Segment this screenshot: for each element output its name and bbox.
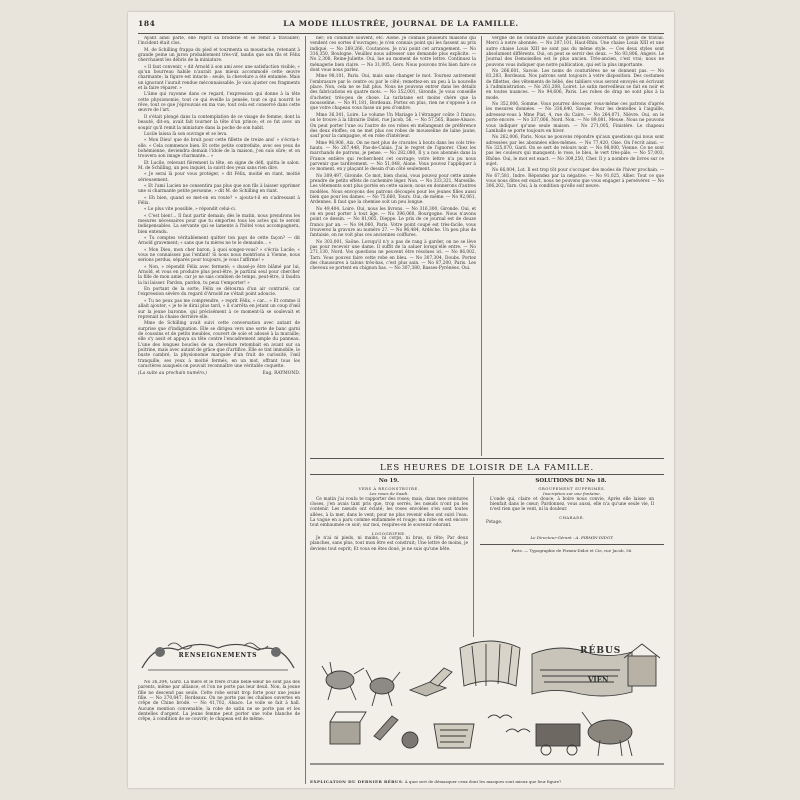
story-paragraph: « Tu comptes véritablement quitter ton pays de cette façon? — dit Arnold gravement; « sans que tu mères ne te le demande... » [138, 236, 300, 247]
solutions-column [480, 486, 664, 636]
to-be-continued: (La suite au prochain numéro.) [138, 371, 208, 377]
rebus-title: RÉBUS [580, 646, 622, 656]
journal-page [128, 12, 674, 788]
answers-paragraph: Mme 96,906, Aix. On ne met plus de cravates à bouts dans les cols très-hauts. — No 267,448, Pas-de-Calais. J'ai le regret de l'ignorer. Chez les marchands de patrons, je pense. — No 282,080, Il y a nos abonnés dans la France entière qui recherchent cet ouvrage; votre lettre n'a pu nous parvenir que tardivement. — No 51,048, Alone. Vous pouvez l'appliquer à ce moment, en y plaçant le dessin d'un côté seulement. [310, 140, 476, 173]
story-paragraph: M. de Schilling frappa du pied et tourmenta sa moustache, retenant à grande peine un juron probablement très-vif, tandis que son fils et Félix cherchaient les débris de la miniature. [138, 47, 300, 64]
page-header [138, 18, 664, 32]
renseignements-text [138, 680, 300, 723]
answers-paragraph: No 66,004, Lot. Il est trop tôt pour s'occuper des modes de l'hiver prochain. — No 67,581, Indre. Répondez par la négative. — No 91,025, Allier. Tout ce que vous nous dites est exact, nous ne pouvons que vous engager à persévérer. — No 306,202, Tarn. Oui, à la condition qu'elle soit neuve. [486, 168, 664, 190]
story-paragraph: En portant de la sorte, Félix se détourna d'un air contrarié, car l'expression sévère du regard d'Arnold ne s'était point adoucie. [138, 287, 300, 298]
rebus-illustration [310, 640, 664, 778]
column-rule-3 [473, 477, 474, 637]
loisir-attribution: Les roses de Saadi. [369, 491, 409, 497]
answers-column-2 [310, 36, 476, 454]
story-paragraph: « Mon Dieu, mon cher baron, à quoi songez-vous? » s'écria Lucile; « vous ne connaissez pas l'enfant! Si nous nous montrions à Vienne, nous serions perdus, séparés pour toujours, je vous l'affirme! » [138, 247, 300, 264]
column-rule-1 [305, 36, 306, 784]
loisir-rule-top [310, 458, 664, 459]
story-paragraph: Il s'était plongé dans la contemplation de ce visage de femme, dont la beauté, dit-on, avait fait tourner la tête d'un prince; et ce fut avec un soupir qu'il remit la miniature dans la poche de son habit. [138, 114, 300, 131]
printer-line: Paris. — Typographie de Firmin-Didot et Cie, rue Jacob, 56. [511, 547, 633, 553]
story-signature [138, 371, 300, 376]
story-paragraph: « Il faut convenir, » dit Arnold à son ami avec une satisfaction visible, « qu'un bourreau habile n'aurait pas mieux accommodé cette œuvre charmante; la figure est intacte : seule, la chevelure a été entamée. Mais un ignorant l'aurait rendue méconnaissable. Je vais ajuster ces fragments et la faire réparer. » [138, 64, 300, 92]
page-number: 184 [138, 19, 156, 28]
renseignements-column [138, 680, 300, 784]
story-paragraph: « Eh bien, quand se met-on en route? » ajouta-t-il en s'adressant à Félix. [138, 195, 300, 206]
story-paragraph: « Mon Dieu! que de bruit pour cette fillette de treize ans! » s'écria-t-elle. « Cela commence bien. Et cette petite contrefaite, avec ses yeux de bohémienne, deviendra demain l'idole de la maison, j'en suis sûre; et on trouvera son image charmante... » [138, 138, 300, 160]
rebus-caption-text: : À quoi sert de démasquer ceux dont les masques sont mieux que leur figure? [402, 779, 562, 784]
solutions-subtitle: GROUPEMENT SUPPRIMÉS. [538, 486, 606, 491]
answers-paragraph: vergne de ne connaître aucune publication concernant ce genre de travail. Merci à notre abonnée. — No 207,101, Haut-Rhin. Une chaise Louis XIII et une autre chaise Louis XIII ne sont pas du même style. — Ces deux styles sont absolument différents. Oui, on peut se servir des deux. — No 93,806, Angers. Le Journal des Demoiselles est le plus ancien. Très-ancien, c'est vrai; nous ne pouvons vous indiquer que notre publication, qui est la plus importante. [486, 36, 664, 68]
story-paragraph: L'âme qui rayonne dans ce regard, l'expression qui donne à la tête cette physionomie, tout ce qui éveille la pensée, tout ce qui nourrit le rêve, tout ce que j'éprouvais en ma vue, tout cela est conservé dans cette œuvre de l'art. [138, 92, 300, 114]
story-paragraph: « Non, » répondit Félix avec fermeté; « dussé-je être blâmé par lui, Arnold, et vous en produire plus peut-être, je partirai seul pour chercher la fille de mon amie, car je ne sais combien de temps, peut-être, il faudra la lui laisser. Pardon, pardon, tu peux t'emporter! » [138, 264, 300, 286]
rebus-explanation [310, 779, 664, 784]
loisir-body: Ce matin j'ai voulu te rapporter des roses; mais, dans mes ceintures closes, j'en avais tant pris que, trop serrés, les nœuds n'ont pu les contenir. Les nœuds ont éclaté; les roses envolées s'en sont toutes allées, à la mer, dans le vent; pour ne plus revenir elles ont suivi l'eau. La vague en a paru comme enflammée et rouge; ma robe en est encore tout embaumée ce soir; sur moi, respires-en le souvenir odorant. [310, 496, 468, 529]
story-paragraph: « Je serai là pour vous protéger, » dit Félix, moitié en riant, moitié sérieusement. [138, 172, 300, 183]
answers-paragraph: No 309,497, Gironde. Ce mot, bien choisi, vous pouvez pour cette année prendre de petits effets de cachemire léger. Non. — No 333,321, Marseille. Les vêtements sont plus portés en cette saison; nous en donnerons d'autres modèles. Nous envoyons des patrons découpés pour les jeunes filles aussi bien que pour les dames. — No 75,660, Tours. Oui, de même. — No 92,061, Ardennes. Il faut que la chemise soit un peu longue. [310, 173, 476, 206]
answers-paragraph: No 303,001, Saône. Lorsqu'il n'y a pas de rang à garder, on ne se lève pas pour recevoir une dame. Il suffit de la saluer lorsqu'elle entre. — No 271,130, Nord. Vos questions ne peuvent être résolues ici. — No 86,002, Tarn. Vous pouvez faire cette robe en bleu. — No 307,304, Doubs. Portez des chaussures à talons très-bas, c'est plus sain. — No 87,200, Paris. Les cheveux se portent en chignon bas. — No 307,380, Basses-Pyrénées. Oui. [310, 239, 476, 272]
answers-paragraph: Mme 36,341, Loire. Le volume Un Mariage à l'étranger coûte 3 francs; on le trouve à la librairie Didot, rue Jacob, 56. — No 57,565, Basse-Alsace. On peut porter l'une ou l'autre de ces robes en mélangeant de préférence des deux étoffes; on ne met plus ces robes de mousseline de laine jaune, sauf pour la campagne, et en robe d'intérieur. [310, 112, 476, 140]
loisir-number: No 19. [378, 478, 400, 484]
renseignements-paragraph: No 36,304, Gard. La mère et le frère d'une belle-sœur ne sont pas des parents, même par alliance, et l'on ne porte pas leur deuil. Non, la jeune fille ne descend pas seule. Cette robe serait trop forte pour une jeune fille. — No 270,847, Bordeaux. On ne porte pas les chaînes ouvertes en crêpe de Chine brodé. — No 41,702, Alsace. Le voile se fait à hall. Aucune mention convenable; la robe de satin ne se porte pas et les dentelles d'argent. La jeune femme peut porter une robe blanche de crêpe, à condition de se couvrir; le chapeau est de même. [138, 680, 300, 723]
header-rule [138, 33, 664, 34]
story-paragraph: « C'est bien!... Il faut partir demain; dès le matin, nous prendrons les mesures nécessaires pour que tu emportes tous les actes qui te seront indispensables. La servante qui se lamente à l'hôtel vous accompagnera, bien entendu. [138, 213, 300, 235]
rebus-word: VIEN [588, 675, 609, 684]
answers-paragraph: No 262,006, Paris. Nous ne pouvons répondre qu'aux questions qui nous sont adressées par les abonnées elles-mêmes. — No 77,420, Oise. On l'écrit ainsi. — No 325,070, Gard. On se sert de velours noir. — No 98,000, Vienne. Ce ne sont pas les couleurs qui manquent; le rose, le bleu, le vert très-pâle. — No 57,003, Rhône. Oui, le mot est exact. — No 309,250, Cher. Il y a nombre de livres sur ce sujet. [486, 135, 664, 167]
column-rule-2 [481, 36, 482, 456]
answers-paragraph: No 352,006, Somme. Vous pourrez découper vous-même ces patrons d'après les mesures données. — No 336,640, Savoie. Pour les dentelles à l'aiguille, adressez-vous à Mme Piat, 4, rue du Caire. — No 264,071, Nièvre. Oui, on le porte encore. — No 337,006, Nord. Non. — No 89,081, Meuse. Nous ne pouvons vous indiquer qu'une seule maison. — No 271,005, Finistère. Le chapeau Lamballe se porte toujours en hiver. [486, 102, 664, 134]
director-signature: Le Directeur-Gérant : A. FIRMIN-DIDOT. [530, 535, 614, 541]
answers-text-2 [310, 36, 476, 272]
story-author: Eug. RAYMOND. [262, 371, 300, 377]
journal-title: LA MODE ILLUSTRÉE, JOURNAL DE LA FAMILLE. [283, 19, 519, 28]
solutions-verse: L'onde qui, claire et douce, à boire nous convie, Après elle laisse un bienfait dans le cœur; Pardonnez, vous aussi, elle n'a qu'une seule vie, Il n'est rien que le vent, ni la douleur. [490, 496, 654, 513]
renseignements-header [138, 638, 298, 676]
loisir-title: LES HEURES DE LOISIR DE LA FAMILLE. [379, 463, 595, 473]
answers-paragraph: Mme 98,101, Paris. Oui, mais sans changer le mot. Tournez autrement l'embrasure par le centre ou par le côté; remettez-en un peu à la nouvelle place. Non, cela ne se fait plus. Nous ne pouvons entrer dans les détails des fabrications en quatre mots. — No 352,001, Gironde. Je vous conseille d'acheter, très-peu de chose. La tarlatane est moins chère que la mousseline. — No 91,181, Bordeaux. Portez en plus, rien ne s'oppose à ce que votre chapeau vous fasse un peu d'ombre. [310, 74, 476, 112]
charade-label: CHARADE. [559, 514, 585, 520]
story-column [138, 36, 300, 632]
story-paragraph: « Et l'ami Lucien ne consentira pas plus que son fils à laisser opprimer une si charmante petite personne, » dit M. de Schilling en riant. [138, 183, 300, 195]
story-paragraph: Ayant ainsi parlé, elle reprit sa broderie et se remit à travailler; l'incident était clos. [138, 36, 300, 47]
solutions-note: Inscription sur une fontaine. [543, 491, 601, 497]
charade-answer: Potage. [486, 520, 503, 526]
loisir-subtitle: VERS À RECONSTRUIRE. [358, 486, 420, 491]
logogriphe-label: LOGOGRIPHE. [371, 530, 407, 536]
answers-paragraph: ner; on conduire souvent, etc. Alone. Je connais plusieurs maisons qui vendent ces sortes d'ouvrages; je n'en connais point qui les fassent au prix indiqué. — No 269,266, Coutances. Je n'ai point cet arrangement. — No 316,350, Boulogne. Veuillez nous adresser une demande plus explicite. — No 2,308, Reine-Juliette. Oui, lue au moment de votre lettre. Continuez la ménagerie bien claire. — No 31,005, Gers. Nous pouvons très bien faire ce dont vous nous parlez. [310, 36, 476, 74]
answers-paragraph: No 49,404, Loire. Oui, nous les livrons. — No 316,300, Gironde. Oui, et on en peut porter à tout âge. — No 396,060, Bourgogne. Nous n'avons point ce dessin. — No 81,065, Dieppe. Le prix de ce journal est de douze francs par an. — No 84,060, Paris. Votre point coupé est très-facile, vous trouverez la gravure au numéro 27. — No 96,484, Ardèche. Un peu plus de fantaisie, on ne voit plus ces anciennes coiffures. [310, 206, 476, 239]
loisir-column [310, 486, 468, 632]
story-paragraph: Et Lucile, relevant fièrement la tête, en signe de défi, quitta le salon. M. de Schilling, un peu inquiet, la suivit des yeux sans rien dire. [138, 160, 300, 171]
rebus-caption-label: EXPLICATION DU DERNIER RÉBUS [310, 779, 403, 784]
renseignements-title: RENSEIGNEMENTS [178, 652, 258, 659]
story-paragraph: « Tu ne peux pas me comprendre, » reprit Félix, « car... » Et comme il allait ajouter, « je te le dirai plus tard, » il s'arrêta en jetant un coup d'œil sur la jeune baronne, qui précisément à ce moment-là se soulevait et reprenait la chaise derrière elle. [138, 298, 300, 320]
solutions-title: SOLUTIONS DU No 18. [535, 478, 607, 484]
logogriphe-text: Je n'ai ni pieds, ni mains, ni corps, ni bras, ni tête; Par deux planches, sans plus, tout mon être est construit; Une lettre de moins, je deviens tout esprit; Et vous en êtes doué, je ne suis qu'une bête. [310, 536, 468, 552]
story-text [138, 36, 300, 369]
answers-text-3 [486, 36, 664, 190]
loisir-rule-bottom [310, 474, 664, 475]
story-paragraph: « Le plus vite possible, » répondit celui-ci. [144, 207, 237, 213]
answers-column-3 [486, 36, 664, 454]
story-paragraph: Mme de Schilling avait suivi cette conversation avec autant de surprise que d'indignation. Elle se dirigea vers une sorte de banc garni de coussins et de petits meubles, couvert de soie et adossé à la muraille; elle s'y assit et appuya sa tête contre l'encadrement ample du panneau. L'une des longues boucles de sa chevelure retombait en avant sur sa poitrine, mais avec autant de grâce que d'artifice. Elle se tint immobile, le buste cambré, la physionomie marquée d'un fruit de curiosité, l'œil tranquille, ses yeux à moitié fermés, en un mot, offrant tous les caractères auxquels on pouvait reconnaître une véritable coquette. [138, 321, 300, 369]
answers-paragraph: No 266,601, Savoie. Les noms de couturières ne se donnent pas. — No 83,203, Bordeaux. Nos patrons sont toujours à votre disposition. Des costumes de fillettes, des vêtements de bébé, des tabliers vous seront envoyés en écrivant à l'administration. — No 261,208, Loiret. Le satin merveilleux se fait en noir et en toutes nuances. — No 94,606, Paris. Les robes de drap ne sont plus à la mode. [486, 69, 664, 101]
story-paragraph: Lucile laissa là son ouvrage et se leva. [144, 131, 228, 137]
